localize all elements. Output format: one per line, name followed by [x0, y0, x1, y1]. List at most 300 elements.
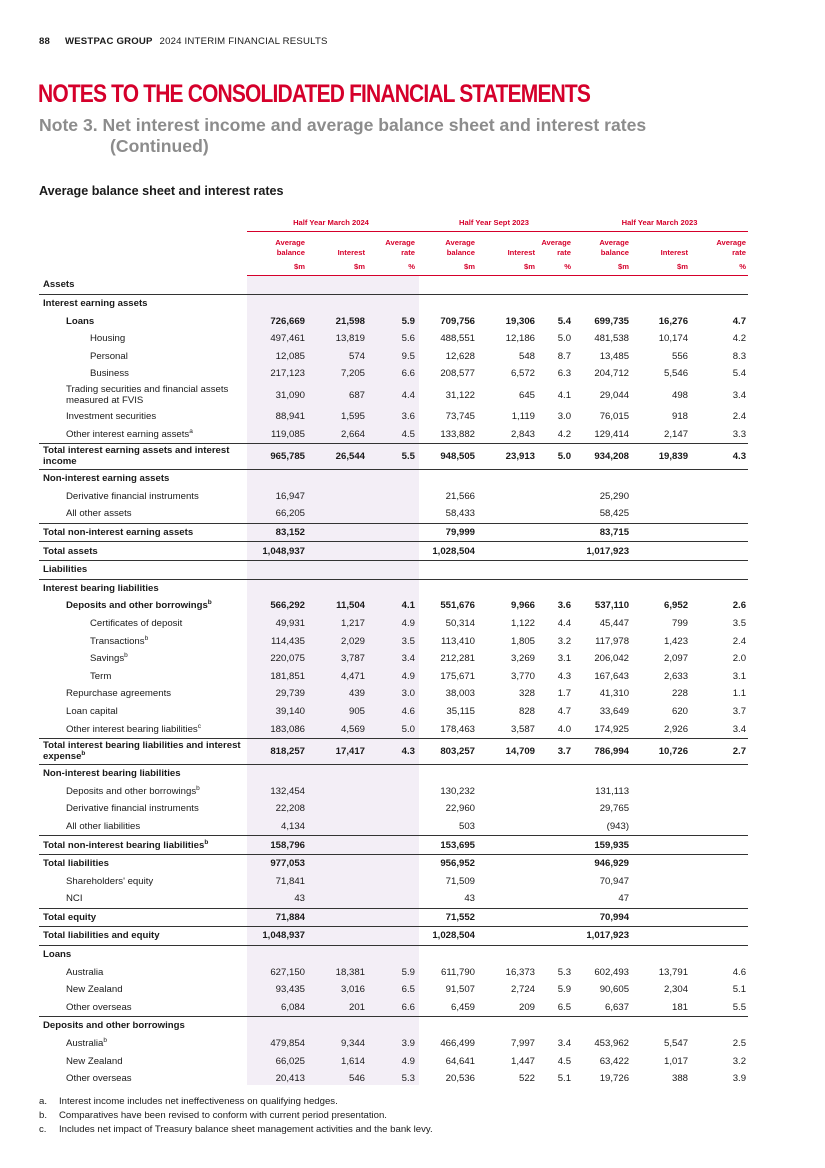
row-label: [39, 981, 247, 999]
table-cell: 66,205: [275, 508, 305, 520]
table-cell: 4.2: [732, 333, 747, 345]
table-cell: 39,140: [275, 705, 305, 717]
table-cell: 17,417: [307, 738, 367, 764]
table-row: [39, 615, 748, 633]
row-label: [39, 685, 247, 703]
table-cell: 158,796: [247, 836, 307, 855]
table-cell: [537, 854, 573, 872]
table-cell: [631, 579, 690, 597]
table-cell: 3.6: [401, 411, 415, 423]
table-cell: 4.1: [401, 600, 415, 612]
table-cell: 488,551: [440, 333, 475, 345]
table-cell: [631, 276, 690, 295]
table-row: [39, 330, 748, 348]
column-unit: %: [367, 258, 417, 276]
table-cell: [367, 927, 417, 946]
row-label: [39, 523, 247, 542]
table-cell: 12,085: [275, 350, 305, 362]
table-cell: 1,048,937: [247, 927, 307, 946]
table-cell: 22,208: [275, 803, 305, 815]
table-cell: 174,925: [594, 723, 630, 735]
table-cell: 5,547: [664, 1038, 689, 1050]
footnote-marker: b: [81, 750, 86, 758]
table-cell: 5.9: [557, 984, 572, 996]
table-cell: 1,119: [511, 411, 535, 423]
row-label: [39, 469, 247, 487]
column-header-line2: rate: [732, 248, 747, 258]
row-label-text: New Zealand: [66, 1055, 123, 1067]
unit-header-row: [39, 258, 748, 276]
column-unit: $m: [307, 258, 367, 276]
table-cell: [631, 764, 690, 782]
column-header: [247, 232, 307, 259]
table-cell: [307, 945, 367, 963]
table-cell: [690, 276, 748, 295]
table-cell: 3.9: [401, 1038, 415, 1050]
table-cell: [307, 505, 367, 523]
column-header-line2: rate: [557, 248, 572, 258]
table-row: [39, 597, 748, 615]
row-label: [39, 365, 247, 383]
table-cell: 63,422: [599, 1055, 630, 1067]
row-label-text: Other interest earning assets: [66, 428, 190, 440]
table-cell: 14,709: [477, 738, 537, 764]
table-cell: 204,712: [594, 368, 630, 380]
table-cell: 220,075: [270, 653, 305, 665]
table-cell: 2.0: [732, 653, 747, 665]
table-cell: [690, 505, 748, 523]
table-row: [39, 738, 748, 764]
column-header-line1: Average: [385, 238, 415, 248]
table-cell: [367, 890, 417, 908]
table-cell: 498: [672, 389, 689, 401]
row-label: [39, 720, 247, 738]
table-cell: [477, 890, 537, 908]
table-cell: 965,785: [247, 443, 307, 469]
table-cell: 546: [348, 1073, 365, 1085]
footnote-marker: b: [103, 1037, 107, 1045]
table-cell: 3.5: [732, 617, 747, 629]
table-cell: 3.9: [732, 1073, 747, 1085]
footnote-key: a.: [39, 1096, 48, 1107]
table-row: [39, 425, 748, 443]
table-cell: 201: [348, 1001, 365, 1013]
table-cell: [537, 890, 573, 908]
table-row: [39, 1035, 748, 1053]
table-cell: [631, 945, 690, 963]
note-title: [39, 115, 646, 157]
footnote-text: Interest income includes net ineffectiveness on qualifying hedges.: [59, 1096, 338, 1107]
table-cell: [477, 294, 537, 312]
column-header: [690, 232, 748, 259]
table-cell: [477, 764, 537, 782]
row-label-text: Australia: [66, 966, 104, 978]
table-cell: 3.6: [557, 600, 572, 612]
table-cell: [367, 276, 417, 295]
table-body: [39, 276, 748, 1088]
column-header-line1: Average: [445, 238, 475, 248]
table-row: [39, 800, 748, 818]
table-row: [39, 720, 748, 738]
table-cell: 2,843: [510, 428, 535, 440]
row-label: [39, 579, 247, 597]
row-label: [39, 890, 247, 908]
table-cell: 2,664: [340, 428, 365, 440]
table-cell: 4.0: [557, 723, 572, 735]
table-cell: [307, 579, 367, 597]
table-row: [39, 408, 748, 426]
table-cell: [367, 579, 417, 597]
table-cell: 70,994: [573, 908, 631, 927]
table-cell: 6.5: [557, 1001, 572, 1013]
table-cell: 3.0: [557, 411, 572, 423]
table-cell: [537, 469, 573, 487]
table-cell: 537,110: [594, 600, 630, 612]
table-cell: 58,433: [445, 508, 475, 520]
row-label: [39, 667, 247, 685]
row-label-text: Total equity: [43, 911, 97, 923]
table-cell: 3.0: [401, 688, 415, 700]
table-cell: 2.7: [690, 738, 748, 764]
row-label-text: Other interest bearing liabilities: [66, 723, 198, 735]
table-row: [39, 276, 748, 295]
table-cell: 23,913: [477, 443, 537, 469]
row-label: [39, 560, 247, 579]
column-header: [537, 232, 573, 259]
table-cell: [631, 560, 690, 579]
table-cell: 905: [348, 705, 365, 717]
table-cell: 5.6: [401, 333, 415, 345]
row-label-text: All other liabilities: [66, 820, 141, 832]
table-cell: 3.7: [537, 738, 573, 764]
table-cell: 129,414: [594, 428, 630, 440]
table-cell: 7,997: [510, 1038, 535, 1050]
table-cell: [247, 469, 307, 487]
table-cell: 1,017,923: [573, 927, 631, 946]
table-cell: 1,217: [340, 617, 365, 629]
table-row: [39, 365, 748, 383]
period-header: Half Year Sept 2023: [417, 214, 573, 232]
table-cell: 3,016: [340, 984, 365, 996]
table-cell: [307, 488, 367, 506]
table-cell: 6,572: [510, 368, 535, 380]
row-label: [39, 872, 247, 890]
table-cell: [690, 836, 748, 855]
table-cell: 19,726: [599, 1073, 630, 1085]
table-cell: [247, 945, 307, 963]
table-cell: 113,410: [441, 635, 475, 647]
table-cell: 5.5: [367, 443, 417, 469]
table-cell: 699,735: [594, 315, 630, 327]
column-header: [417, 232, 477, 259]
table-cell: 3.7: [732, 705, 747, 717]
column-header-line1: Average: [599, 238, 630, 248]
table-cell: [477, 469, 537, 487]
row-label: [39, 330, 247, 348]
table-cell: 6,952: [664, 600, 689, 612]
table-row: [39, 945, 748, 963]
table-cell: 4.7: [732, 315, 747, 327]
table-cell: 12,186: [505, 333, 535, 345]
table-cell: 13,791: [658, 966, 689, 978]
table-cell: 5.1: [732, 984, 747, 996]
table-cell: [631, 890, 690, 908]
table-row: [39, 348, 748, 366]
table-cell: 13,485: [599, 350, 630, 362]
table-cell: [417, 294, 477, 312]
row-label-text: Total liabilities and equity: [43, 930, 160, 942]
table-row: [39, 999, 748, 1017]
table-row: [39, 981, 748, 999]
table-cell: 388: [672, 1073, 689, 1085]
table-cell: 132,454: [270, 785, 305, 797]
table-cell: [247, 294, 307, 312]
table-cell: 1,048,937: [247, 542, 307, 561]
table-cell: [537, 818, 573, 836]
table-cell: 3.4: [732, 389, 747, 401]
table-cell: [367, 488, 417, 506]
table-cell: 2,097: [664, 653, 689, 665]
table-cell: 1,017,923: [573, 542, 631, 561]
row-label-text: Derivative financial instruments: [66, 490, 199, 502]
table-cell: [477, 945, 537, 963]
column-unit: $m: [417, 258, 477, 276]
row-label-text: Deposits and other borrowings: [66, 600, 208, 612]
table-cell: [307, 890, 367, 908]
table-cell: 8.3: [732, 350, 747, 362]
row-label: [39, 703, 247, 721]
table-cell: [307, 560, 367, 579]
row-label: [39, 312, 247, 330]
table-cell: 786,994: [573, 738, 631, 764]
average-balance-table: [39, 214, 748, 1088]
table-row: [39, 703, 748, 721]
table-cell: [537, 505, 573, 523]
table-cell: 5.4: [732, 368, 747, 380]
table-cell: [573, 764, 631, 782]
table-cell: 178,463: [440, 723, 475, 735]
table-cell: 31,090: [275, 389, 305, 401]
table-cell: [367, 469, 417, 487]
footnote-marker: b: [144, 634, 149, 642]
row-label: [39, 443, 247, 469]
table-cell: [307, 927, 367, 946]
table-cell: 548: [518, 350, 535, 362]
table-row: [39, 1017, 748, 1035]
table-cell: [367, 836, 417, 855]
table-cell: 11,504: [336, 600, 365, 612]
table-cell: [367, 782, 417, 800]
table-cell: [307, 469, 367, 487]
table-cell: 946,929: [573, 854, 631, 872]
table-cell: 71,509: [445, 875, 475, 887]
table-cell: 208,577: [440, 368, 475, 380]
table-cell: 5.3: [557, 966, 572, 978]
table-row: [39, 963, 748, 981]
table-cell: [690, 560, 748, 579]
table-cell: 88,941: [275, 411, 305, 423]
row-label: [39, 425, 247, 443]
table-cell: 4.7: [557, 705, 572, 717]
table-cell: 2,724: [510, 984, 535, 996]
table-cell: 1,028,504: [417, 542, 477, 561]
table-cell: 167,643: [594, 670, 630, 682]
table-cell: [631, 469, 690, 487]
table-cell: 206,042: [594, 653, 630, 665]
table-cell: [307, 1017, 367, 1035]
table-cell: [690, 469, 748, 487]
table-cell: 45,447: [599, 617, 630, 629]
column-header-line1: Average: [541, 238, 572, 248]
footnote-marker: b: [207, 599, 212, 607]
table-cell: 71,841: [275, 875, 305, 887]
table-cell: (943): [606, 820, 630, 832]
table-cell: 119,085: [271, 428, 305, 440]
table-cell: 217,123: [270, 368, 305, 380]
table-cell: [690, 579, 748, 597]
footnote-marker: b: [124, 652, 128, 660]
table-cell: [247, 1017, 307, 1035]
table-cell: [537, 560, 573, 579]
table-cell: [690, 854, 748, 872]
table-cell: [690, 764, 748, 782]
row-label: [39, 836, 247, 855]
table-cell: [477, 872, 537, 890]
table-cell: 4.1: [557, 389, 572, 401]
table-cell: 21,598: [335, 315, 365, 327]
table-cell: 645: [518, 389, 535, 401]
row-label-text: Other overseas: [66, 1001, 132, 1013]
table-cell: [477, 836, 537, 855]
footnotes: [39, 1095, 433, 1137]
table-cell: [307, 800, 367, 818]
footnote: [39, 1123, 433, 1137]
column-header-line2: Interest: [660, 248, 689, 258]
table-cell: 91,507: [445, 984, 475, 996]
row-label-text: Loans: [43, 949, 72, 961]
table-cell: 551,676: [440, 600, 475, 612]
table-cell: 3.1: [732, 670, 747, 682]
table-cell: 10,726: [631, 738, 690, 764]
table-cell: [537, 276, 573, 295]
table-cell: [690, 294, 748, 312]
table-cell: [477, 579, 537, 597]
table-cell: 5.0: [401, 723, 415, 735]
table-cell: 3,787: [340, 653, 365, 665]
table-cell: 212,281: [440, 653, 475, 665]
table-cell: 466,499: [440, 1038, 475, 1050]
table-cell: 934,208: [573, 443, 631, 469]
table-cell: [537, 872, 573, 890]
row-label-text: Repurchase agreements: [66, 688, 172, 700]
row-label: [39, 800, 247, 818]
row-label: [39, 615, 247, 633]
table-cell: 3,770: [510, 670, 535, 682]
row-label: [39, 818, 247, 836]
table-cell: [537, 764, 573, 782]
table-cell: 556: [672, 350, 689, 362]
table-cell: 6,459: [450, 1001, 475, 1013]
table-cell: [631, 800, 690, 818]
table-cell: 4.9: [401, 617, 415, 629]
column-unit: $m: [247, 258, 307, 276]
table-cell: 5.4: [557, 315, 572, 327]
table-row: [39, 488, 748, 506]
table-cell: [537, 945, 573, 963]
table-cell: 19,839: [631, 443, 690, 469]
row-label: [39, 542, 247, 561]
row-label: [39, 294, 247, 312]
row-label-text: Total interest bearing liabilities and interest expense: [43, 740, 241, 763]
table-row: [39, 632, 748, 650]
row-label-text: Total non-interest bearing liabilities: [43, 839, 205, 851]
table-cell: 18,381: [335, 966, 365, 978]
table-cell: 6,637: [605, 1001, 630, 1013]
table-cell: [690, 800, 748, 818]
table-cell: 4.3: [557, 670, 572, 682]
row-label-text: NCI: [66, 893, 83, 905]
table-cell: 175,671: [440, 670, 475, 682]
row-label-text: Deposits and other borrowings: [66, 785, 197, 797]
row-label-text: Total non-interest earning assets: [43, 527, 194, 539]
table-cell: 43: [294, 893, 305, 905]
table-cell: [631, 908, 690, 927]
table-cell: [247, 276, 307, 295]
table-cell: [477, 523, 537, 542]
row-label: [39, 927, 247, 946]
table-cell: 479,854: [270, 1038, 305, 1050]
table-cell: 29,044: [599, 389, 630, 401]
section-title: NOTES TO THE CONSOLIDATED FINANCIAL STATEMENTS: [38, 80, 591, 108]
table-cell: 33,649: [599, 705, 630, 717]
table-cell: 566,292: [270, 600, 305, 612]
table-cell: 29,739: [275, 688, 305, 700]
table-row: [39, 927, 748, 946]
table-cell: [367, 294, 417, 312]
table-cell: 4.4: [557, 617, 572, 629]
table-cell: 20,413: [275, 1073, 305, 1085]
table-cell: [690, 927, 748, 946]
table-cell: 687: [348, 389, 365, 401]
row-label: [39, 945, 247, 963]
table-row: [39, 890, 748, 908]
table-cell: 5.9: [401, 315, 415, 327]
table-cell: 153,695: [417, 836, 477, 855]
table-cell: 4.9: [401, 670, 415, 682]
footnote-key: c.: [39, 1124, 47, 1135]
table-cell: [477, 782, 537, 800]
table-cell: 49,931: [275, 617, 305, 629]
table-cell: 3.1: [557, 653, 572, 665]
table-cell: 83,152: [247, 523, 307, 542]
row-label: [39, 383, 247, 408]
table-cell: [477, 488, 537, 506]
table-cell: [477, 818, 537, 836]
table-cell: 4.9: [401, 1055, 415, 1067]
table-cell: 10,174: [658, 333, 689, 345]
table-cell: 4.5: [557, 1055, 572, 1067]
table-cell: 522: [518, 1073, 535, 1085]
table-cell: 1,423: [664, 635, 689, 647]
table-cell: [367, 764, 417, 782]
table-cell: 228: [672, 688, 689, 700]
table-cell: 328: [518, 688, 535, 700]
table-cell: [367, 818, 417, 836]
table-cell: 574: [348, 350, 365, 362]
table-row: [39, 1052, 748, 1070]
column-header: [573, 232, 631, 259]
period-header: Half Year March 2024: [247, 214, 417, 232]
